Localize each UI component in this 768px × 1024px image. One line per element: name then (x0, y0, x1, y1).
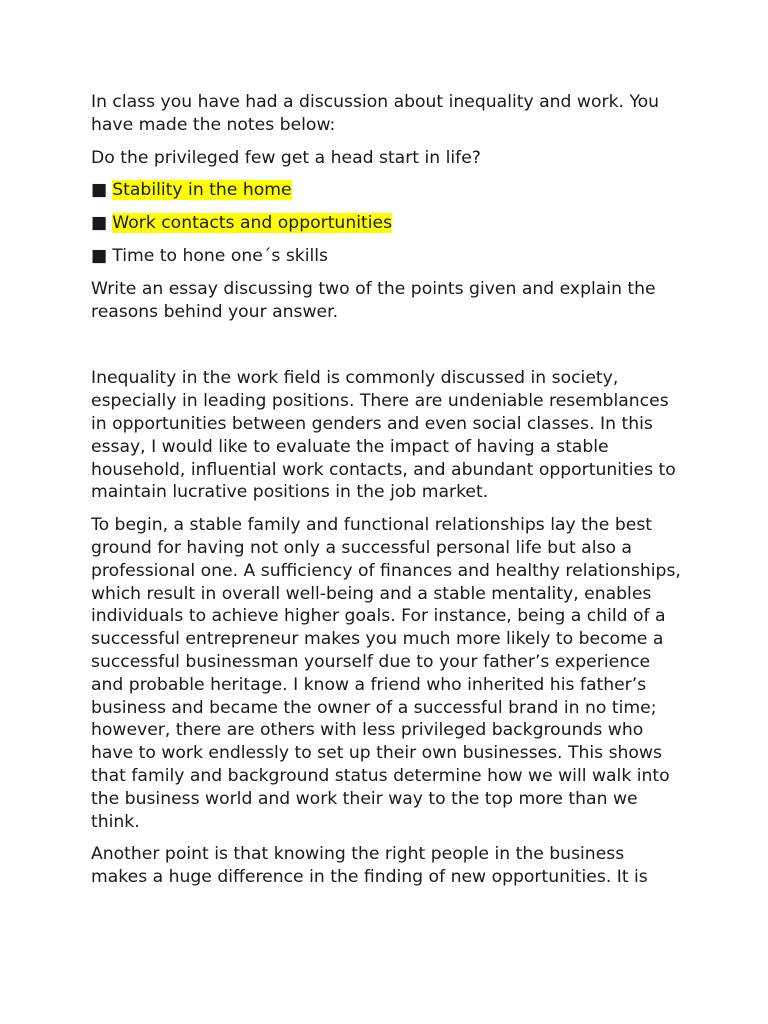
document-page (91, 91, 681, 899)
note-bullet-text-highlighted: Work contacts and opportunities (112, 213, 393, 234)
section-gap (91, 333, 681, 367)
essay-paragraph-3: Another point is that knowing the right people in the business makes a huge difference in the finding of new opportunities. It is (91, 844, 648, 888)
note-bullet-3 (91, 245, 681, 268)
essay-paragraph-2: To begin, a stable family and functional relationships lay the best ground for having not only a successful personal life but also a professional one. A sufficiency of finances and healthy relationships, which result in overall well-being and a stable mentality, enables individuals to achieve higher goals. For instance, being a child of a successful entrepreneur makes you much more likely to become a successful businessman yourself due to your father’s experience and probable heritage. I know a friend who inherited his father’s business and became the owner of a successful brand in no time; however, there are others with less privileged backgrounds who have to work endlessly to set up their own businesses. This shows that family and background status determine how we will walk into the business world and work their way to the top more than we think. (91, 515, 681, 832)
essay-paragraph-1: Inequality in the work field is commonly discussed in society, especially in leading positions. There are undeniable resemblances in opportunities between genders and even social classes. In this essay, I would like to evaluate the impact of having a stable household, influential work contacts, and abundant opportunities to maintain lucrative positions in the job market. (91, 368, 676, 503)
task-question: Do the privileged few get a head start in life? (91, 147, 481, 168)
square-bullet-icon: ■ (91, 180, 108, 201)
note-bullet-text: Time to hone one´s skills (112, 245, 329, 266)
square-bullet-icon: ■ (91, 245, 108, 266)
note-bullet-2 (91, 212, 681, 235)
square-bullet-icon: ■ (91, 213, 108, 234)
task-instruction: Write an essay discussing two of the points given and explain the reasons behind your answer. (91, 278, 656, 322)
task-intro: In class you have had a discussion about inequality and work. You have made the notes below: (91, 92, 660, 135)
note-bullet-1 (91, 179, 681, 202)
note-bullet-text-highlighted: Stability in the home (112, 180, 292, 201)
